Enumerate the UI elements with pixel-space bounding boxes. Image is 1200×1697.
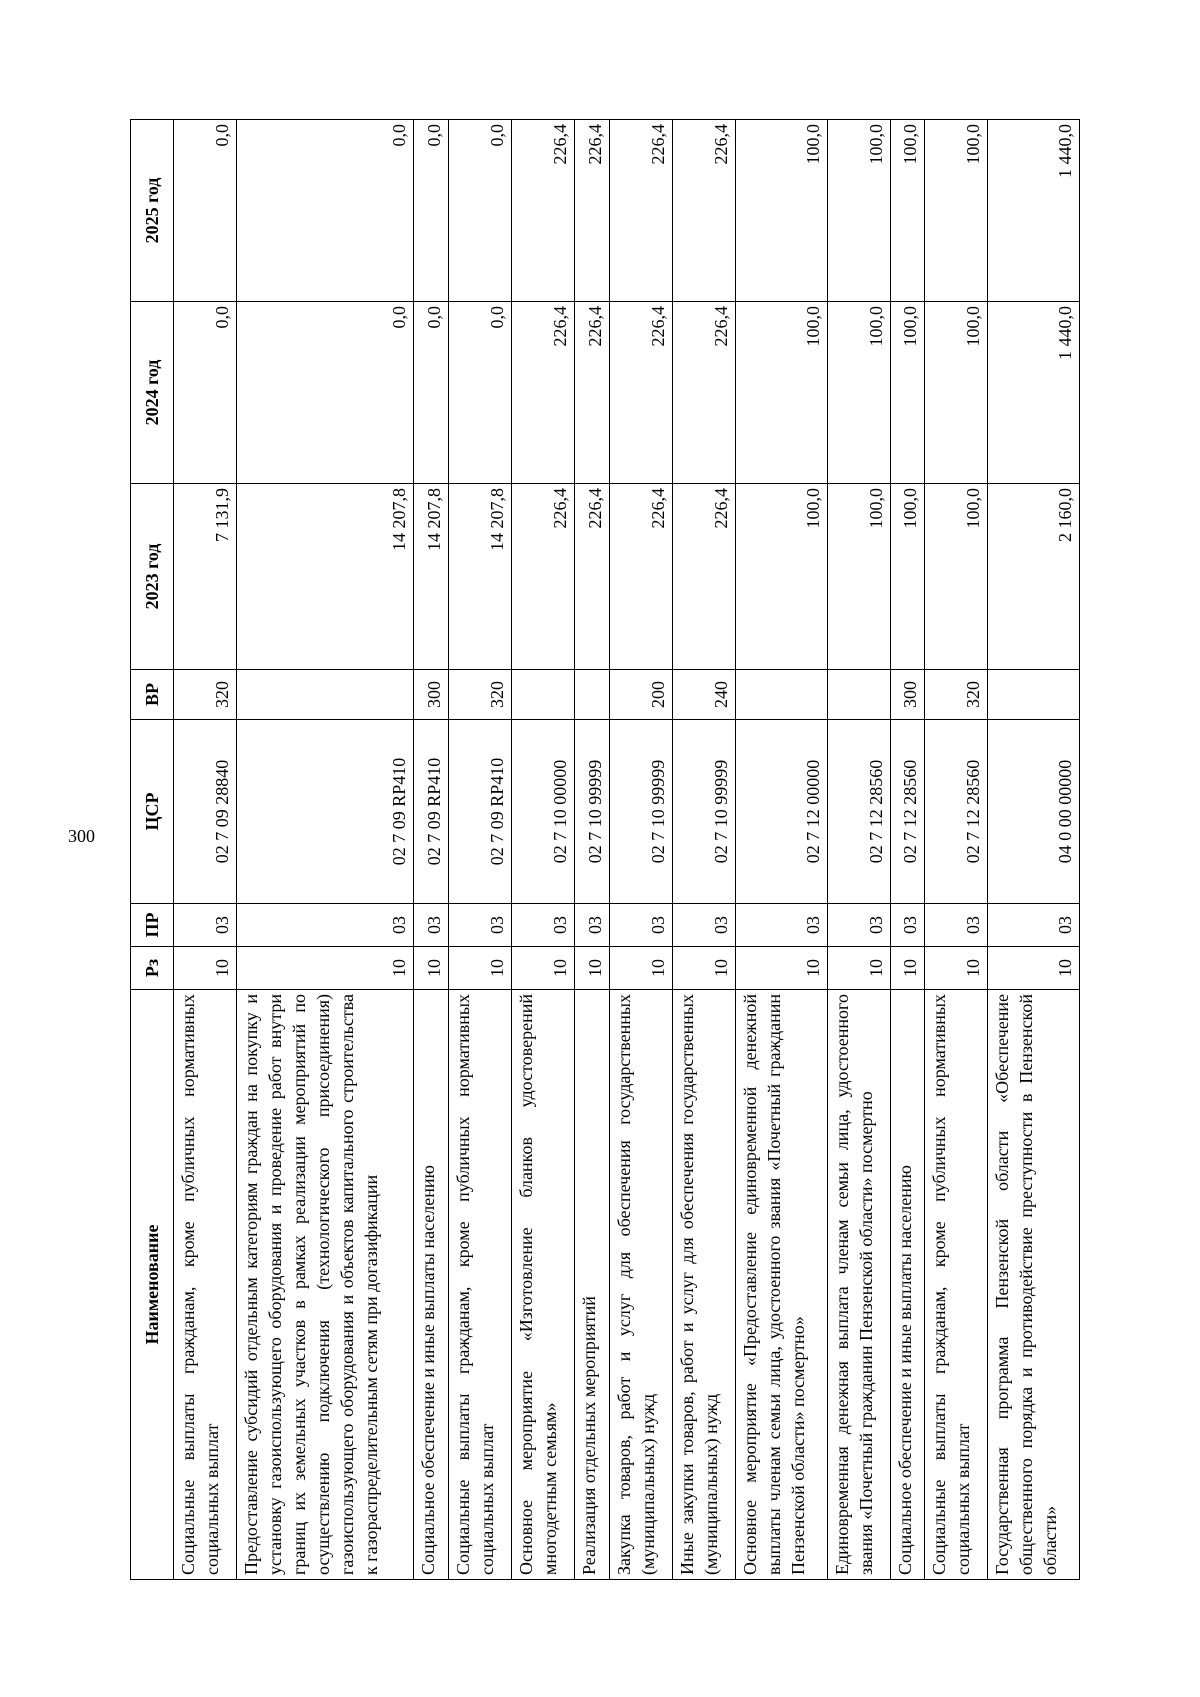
row-2023: 226,4	[672, 484, 735, 670]
table-row	[827, 120, 890, 1580]
header-2024: 2024 год	[131, 302, 174, 484]
row-pr: 03	[237, 904, 414, 947]
header-vr: ВР	[131, 670, 174, 720]
table-row	[237, 120, 414, 1580]
row-rz: 10	[174, 947, 237, 990]
header-rz: Рз	[131, 947, 174, 990]
row-pr: 03	[575, 904, 610, 947]
row-2025: 0,0	[414, 120, 449, 302]
header-csr: ЦСР	[131, 720, 174, 904]
row-2024: 226,4	[575, 302, 610, 484]
row-2025: 0,0	[237, 120, 414, 302]
row-2024: 1 440,0	[988, 302, 1080, 484]
row-pr: 03	[672, 904, 735, 947]
row-csr: 02 7 12 28560	[925, 720, 988, 904]
row-2024: 226,4	[672, 302, 735, 484]
row-name: Основное мероприятие «Предоставление единовременной денежной выплаты членам семьи лица, удостоенного звания «Почетный гражданин Пензенской области» посмертно»	[735, 990, 827, 1580]
row-2024: 0,0	[414, 302, 449, 484]
header-name: Наименование	[131, 990, 174, 1580]
row-rz: 10	[827, 947, 890, 990]
row-vr	[827, 670, 890, 720]
row-2025: 226,4	[609, 120, 672, 302]
row-vr: 300	[890, 670, 925, 720]
row-2024: 226,4	[609, 302, 672, 484]
table-row	[988, 120, 1080, 1580]
row-2023: 226,4	[512, 484, 575, 670]
row-csr: 02 7 12 00000	[735, 720, 827, 904]
row-vr: 320	[448, 670, 511, 720]
table-row	[174, 120, 237, 1580]
row-pr: 03	[735, 904, 827, 947]
row-2023: 14 207,8	[448, 484, 511, 670]
row-name: Единовременная денежная выплата членам семьи лица, удостоенного звания «Почетный гражданин Пензенской области» посмертно	[827, 990, 890, 1580]
row-csr: 02 7 10 99999	[609, 720, 672, 904]
table-row	[448, 120, 511, 1580]
table-row	[512, 120, 575, 1580]
row-csr: 02 7 09 RP410	[237, 720, 414, 904]
row-vr	[575, 670, 610, 720]
row-rz: 10	[925, 947, 988, 990]
row-2023: 100,0	[925, 484, 988, 670]
row-csr: 02 7 09 28840	[174, 720, 237, 904]
row-rz: 10	[512, 947, 575, 990]
row-name: Основное мероприятие «Изготовление бланков удостоверений многодетным семьям»	[512, 990, 575, 1580]
table-row	[672, 120, 735, 1580]
row-2024: 100,0	[890, 302, 925, 484]
row-name: Государственная программа Пензенской области «Обеспечение общественного порядка и противодействие преступности в Пензенской области»	[988, 990, 1080, 1580]
row-name: Предоставление субсидий отдельным категориям граждан на покупку и установку газоиспользующего оборудования и проведение работ внутри границ их земельных участков в рамках реализации мероприятий по осуществлению подключения (технологического присоединения) газоиспользующего оборудования и объектов капитального строительства к газораспределительным сетям при догазификации	[237, 990, 414, 1580]
row-name: Иные закупки товаров, работ и услуг для обеспечения государственных (муниципальных) нужд	[672, 990, 735, 1580]
row-2024: 0,0	[448, 302, 511, 484]
row-rz: 10	[890, 947, 925, 990]
row-csr: 02 7 09 RP410	[414, 720, 449, 904]
table-row	[609, 120, 672, 1580]
row-2025: 100,0	[890, 120, 925, 302]
row-pr: 03	[609, 904, 672, 947]
row-pr: 03	[174, 904, 237, 947]
row-2025: 1 440,0	[988, 120, 1080, 302]
row-csr: 02 7 12 28560	[827, 720, 890, 904]
row-vr	[512, 670, 575, 720]
row-pr: 03	[414, 904, 449, 947]
row-csr: 02 7 10 99999	[672, 720, 735, 904]
row-2023: 226,4	[575, 484, 610, 670]
row-2025: 100,0	[827, 120, 890, 302]
row-name: Социальные выплаты гражданам, кроме публичных нормативных социальных выплат	[174, 990, 237, 1580]
row-csr: 04 0 00 00000	[988, 720, 1080, 904]
row-name: Социальное обеспечение и иные выплаты населению	[890, 990, 925, 1580]
row-2023: 7 131,9	[174, 484, 237, 670]
row-rz: 10	[575, 947, 610, 990]
row-name: Социальное обеспечение и иные выплаты населению	[414, 990, 449, 1580]
row-2023: 100,0	[890, 484, 925, 670]
row-name: Социальные выплаты гражданам, кроме публичных нормативных социальных выплат	[448, 990, 511, 1580]
row-vr: 200	[609, 670, 672, 720]
row-vr	[735, 670, 827, 720]
row-vr: 300	[414, 670, 449, 720]
budget-table	[130, 119, 1080, 1580]
table-row	[925, 120, 988, 1580]
row-2023: 100,0	[827, 484, 890, 670]
row-2023: 14 207,8	[237, 484, 414, 670]
row-vr: 320	[174, 670, 237, 720]
row-pr: 03	[988, 904, 1080, 947]
header-pr: ПР	[131, 904, 174, 947]
row-2024: 226,4	[512, 302, 575, 484]
row-name: Закупка товаров, работ и услуг для обеспечения государственных (муниципальных) нужд	[609, 990, 672, 1580]
row-2023: 226,4	[609, 484, 672, 670]
row-csr: 02 7 12 28560	[890, 720, 925, 904]
table-row	[890, 120, 925, 1580]
row-2024: 0,0	[174, 302, 237, 484]
row-csr: 02 7 10 99999	[575, 720, 610, 904]
row-csr: 02 7 10 00000	[512, 720, 575, 904]
rotated-content	[130, 120, 1080, 1580]
row-rz: 10	[672, 947, 735, 990]
row-2024: 0,0	[237, 302, 414, 484]
row-rz: 10	[237, 947, 414, 990]
row-rz: 10	[609, 947, 672, 990]
row-vr	[988, 670, 1080, 720]
table-row	[735, 120, 827, 1580]
row-rz: 10	[448, 947, 511, 990]
row-2023: 2 160,0	[988, 484, 1080, 670]
row-2025: 0,0	[448, 120, 511, 302]
header-2025: 2025 год	[131, 120, 174, 302]
row-pr: 03	[890, 904, 925, 947]
header-row	[131, 120, 174, 1580]
row-2025: 100,0	[925, 120, 988, 302]
row-rz: 10	[735, 947, 827, 990]
row-vr: 320	[925, 670, 988, 720]
row-vr	[237, 670, 414, 720]
row-2023: 14 207,8	[414, 484, 449, 670]
row-2023: 100,0	[735, 484, 827, 670]
header-2023: 2023 год	[131, 484, 174, 670]
row-2024: 100,0	[827, 302, 890, 484]
row-2025: 0,0	[174, 120, 237, 302]
row-name: Реализация отдельных мероприятий	[575, 990, 610, 1580]
row-2025: 226,4	[575, 120, 610, 302]
table-row	[414, 120, 449, 1580]
row-2024: 100,0	[735, 302, 827, 484]
row-pr: 03	[925, 904, 988, 947]
table-row	[575, 120, 610, 1580]
row-pr: 03	[827, 904, 890, 947]
page-number: 300	[68, 826, 95, 846]
row-2025: 100,0	[735, 120, 827, 302]
row-csr: 02 7 09 RP410	[448, 720, 511, 904]
row-name: Социальные выплаты гражданам, кроме публичных нормативных социальных выплат	[925, 990, 988, 1580]
row-vr: 240	[672, 670, 735, 720]
row-2024: 100,0	[925, 302, 988, 484]
row-pr: 03	[512, 904, 575, 947]
row-2025: 226,4	[672, 120, 735, 302]
row-rz: 10	[414, 947, 449, 990]
row-rz: 10	[988, 947, 1080, 990]
row-2025: 226,4	[512, 120, 575, 302]
row-pr: 03	[448, 904, 511, 947]
